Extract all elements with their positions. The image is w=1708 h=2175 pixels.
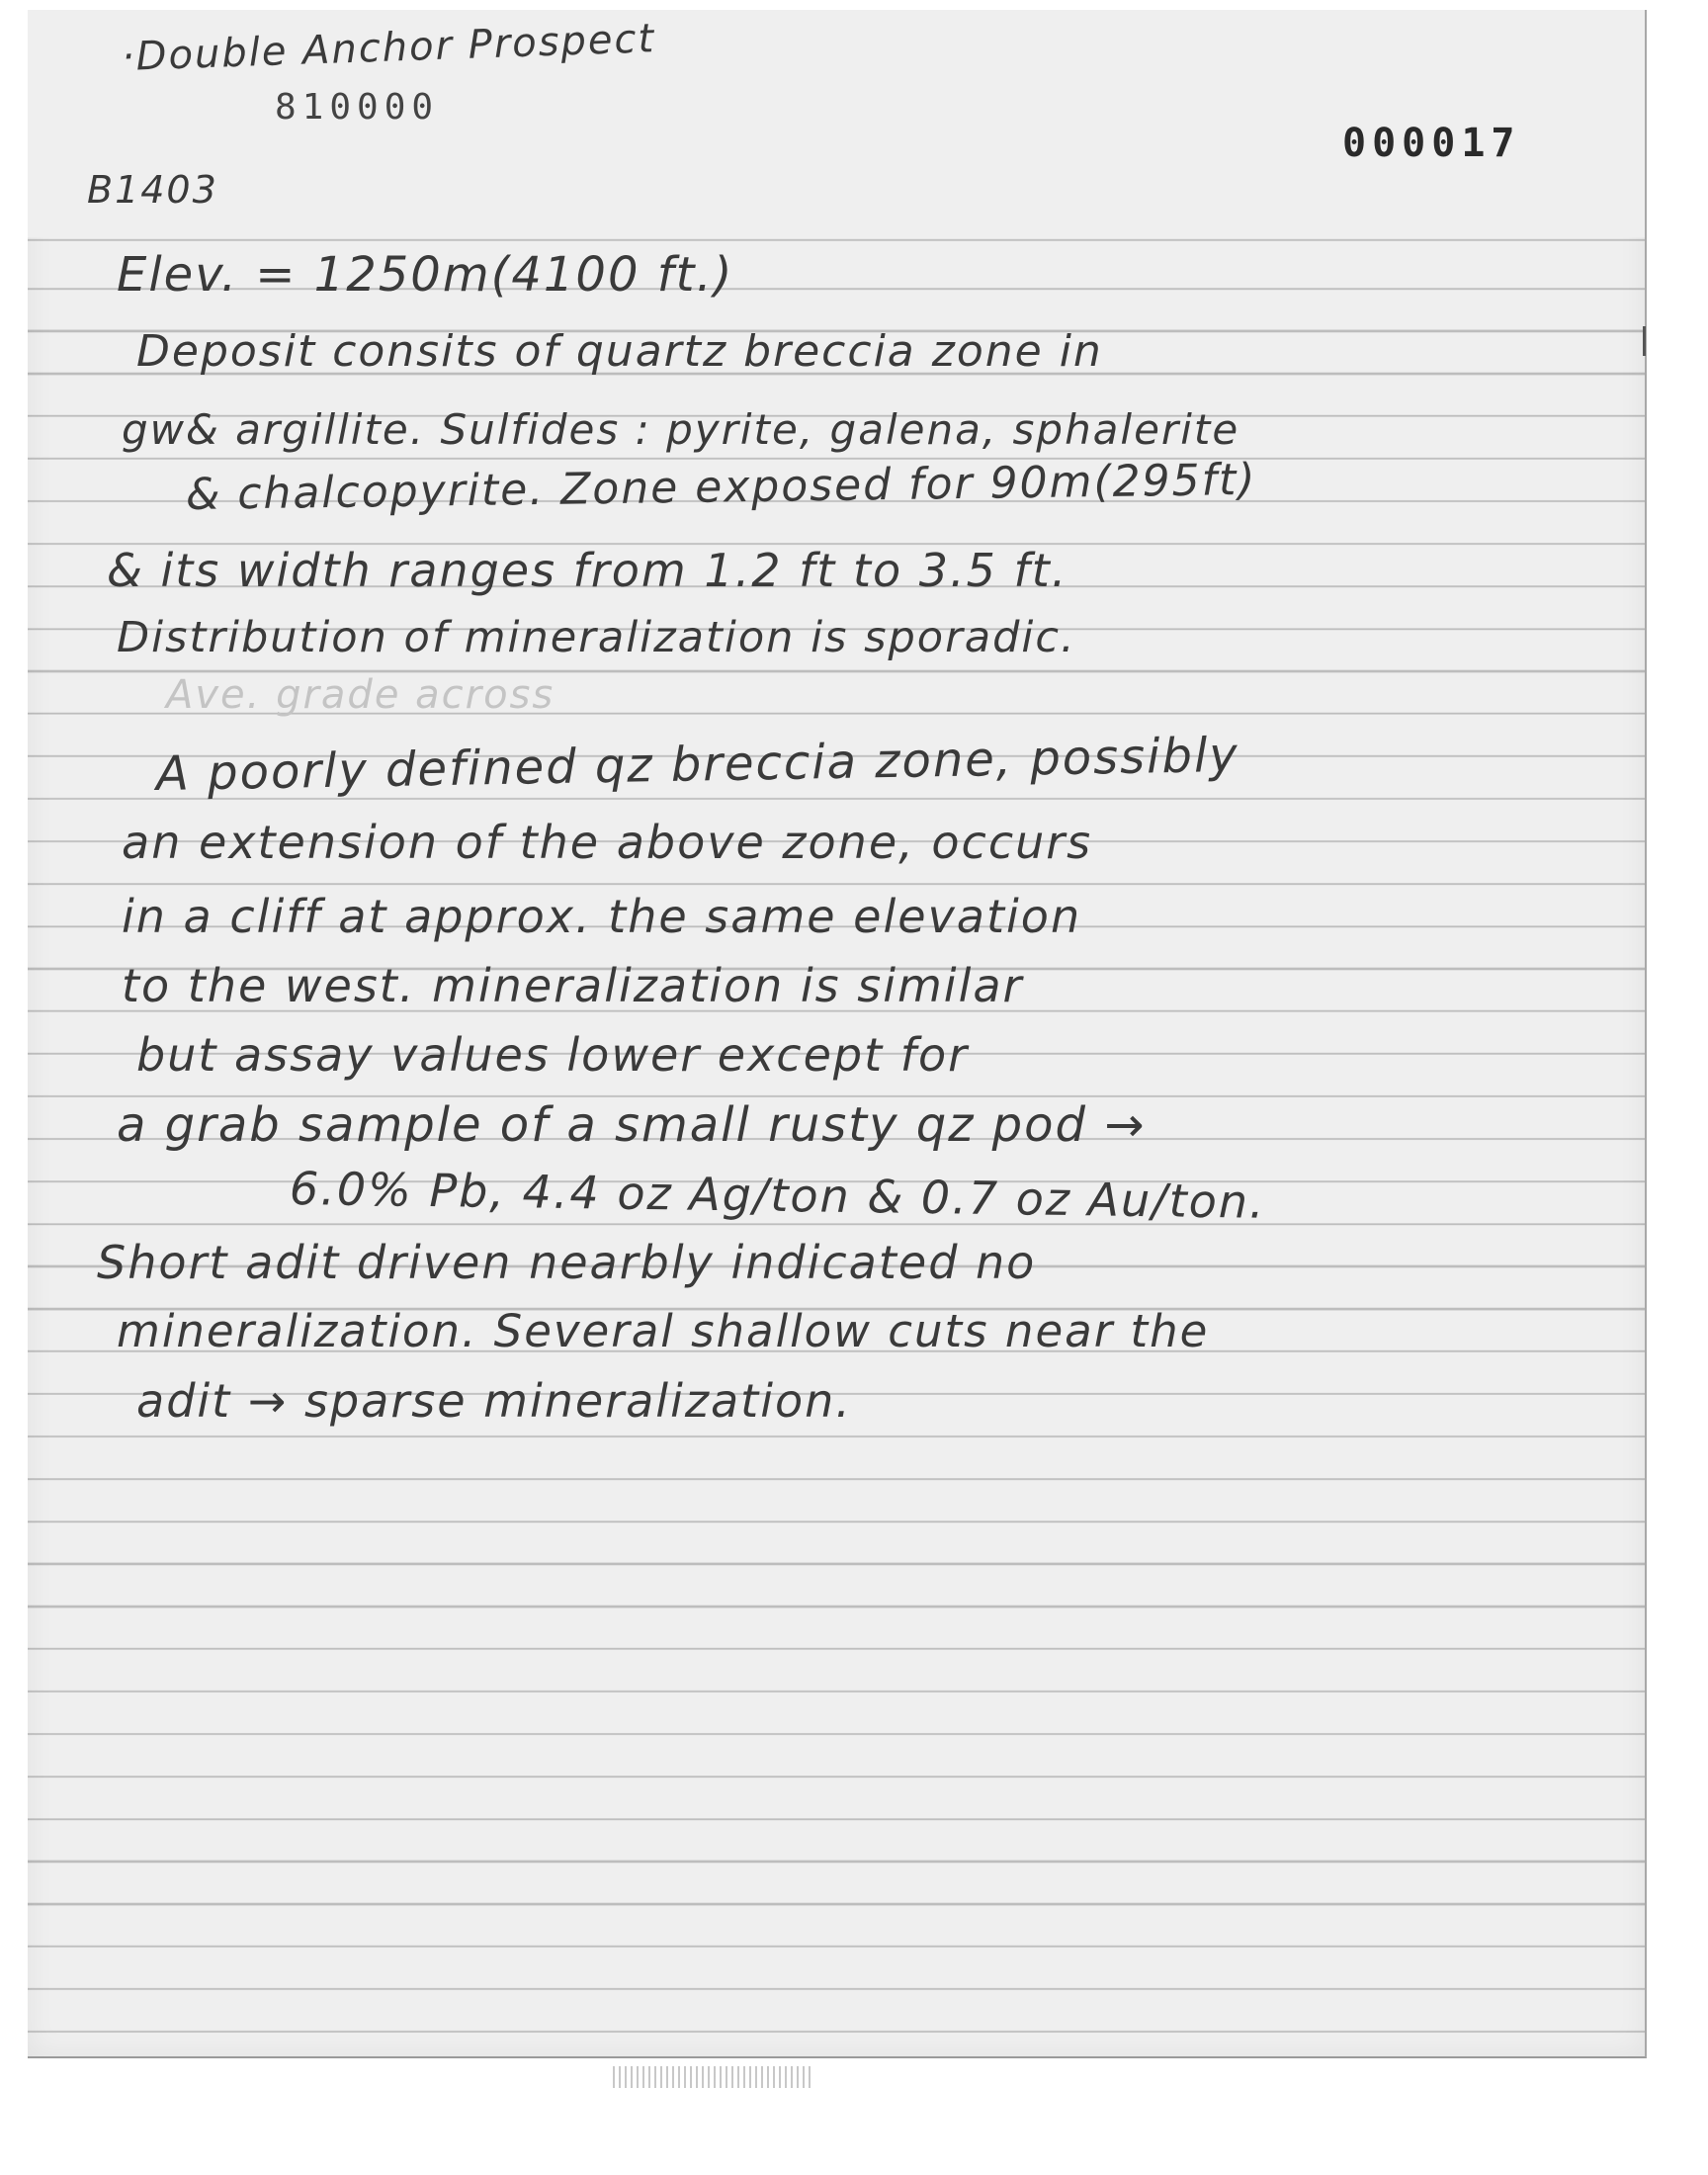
- page-title: ·Double Anchor Prospect: [121, 16, 656, 80]
- assay-values-line: 6.0% Pb, 4.4 oz Ag/ton & 0.7 oz Au/ton.: [289, 1162, 1267, 1229]
- note-line: adit → sparse mineralization.: [136, 1374, 852, 1428]
- note-line: Deposit consits of quartz breccia zone in: [136, 326, 1103, 377]
- note-line: Short adit driven nearbly indicated no: [97, 1236, 1037, 1289]
- scan-artifact: [613, 2066, 811, 2088]
- note-line: Distribution of mineralization is sporadic.: [117, 613, 1076, 662]
- note-line: a grab sample of a small rusty qz pod →: [117, 1097, 1147, 1153]
- reference-code: B1403: [87, 168, 218, 212]
- note-line: to the west. mineralization is similar: [122, 959, 1024, 1012]
- notebook-page: [28, 10, 1647, 2058]
- note-line: gw& argillite. Sulfides : pyrite, galena, sphalerite: [122, 405, 1240, 454]
- note-line-elevation: Elev. = 1250m(4100 ft.): [117, 247, 734, 303]
- note-line: & its width ranges from 1.2 ft to 3.5 ft.: [107, 544, 1068, 597]
- note-line: A poorly defined qz breccia zone, possibly: [155, 727, 1240, 802]
- stamp-number-right: 000017: [1342, 121, 1521, 166]
- note-line: & chalcopyrite. Zone exposed for 90m(295ft): [185, 454, 1257, 520]
- note-line: but assay values lower except for: [136, 1028, 970, 1082]
- note-line: in a cliff at approx. the same elevation: [122, 890, 1082, 943]
- note-line: an extension of the above zone, occurs: [122, 816, 1093, 869]
- note-line: mineralization. Several shallow cuts near the: [117, 1305, 1210, 1357]
- erased-note-line: Ave. grade across: [166, 672, 555, 718]
- stamp-number-top: 810000: [275, 87, 440, 128]
- margin-mark: [1643, 326, 1646, 356]
